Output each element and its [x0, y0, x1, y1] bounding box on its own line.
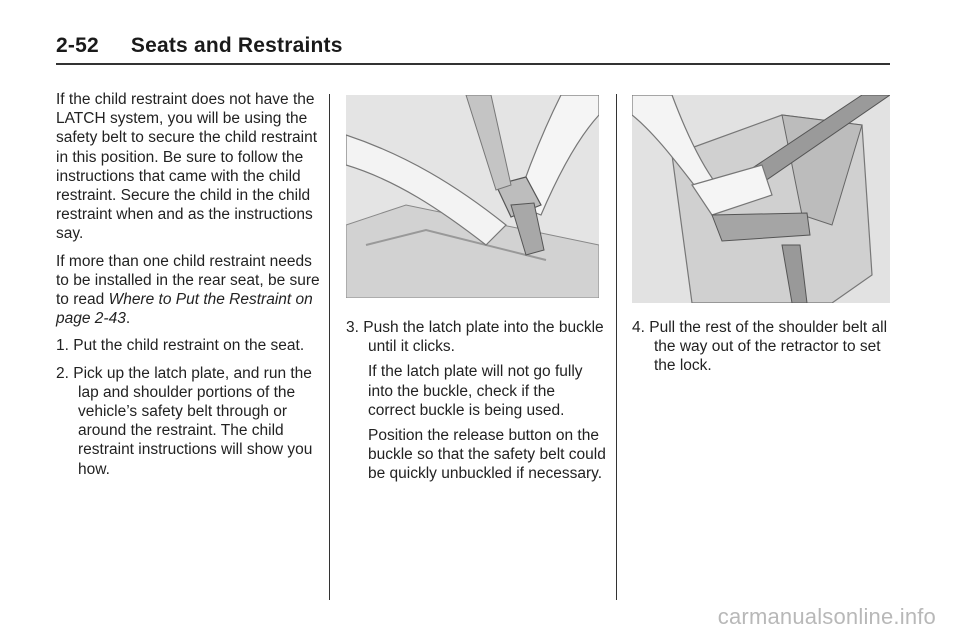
multiple-restraint-paragraph: If more than one child restraint needs to be installed in the rear seat, be sure to read Where to Put the Restraint on page 2-43. — [56, 252, 320, 328]
header-rule — [56, 63, 890, 65]
step-4: 4. Pull the rest of the shoulder belt all the way out of the retractor to set the lock. — [632, 319, 888, 375]
page-number: 2-52 — [56, 34, 99, 57]
page-header — [56, 34, 343, 58]
watermark: carmanualsonline.info — [717, 604, 936, 629]
latch-plate-illustration — [346, 95, 599, 298]
column-left — [56, 90, 320, 487]
step-3: 3. Push the latch plate into the buckle until it clicks. If the latch plate will not go fully into the buckle, check if the correct buckle is being used. Position the release button on the buckle so that the safety belt could be quickly unbuckled if necessary. — [346, 319, 606, 483]
column-divider-2 — [616, 94, 617, 600]
step-3-note-1: If the latch plate will not go fully into the buckle, check if the correct buckle is being used. — [368, 363, 583, 419]
column-divider-1 — [329, 94, 330, 600]
step-2: 2. Pick up the latch plate, and run the lap and shoulder portions of the vehicle’s safety belt through or around the restraint. The child restraint instructions will show you how. — [56, 364, 313, 478]
retractor-illustration-svg — [632, 95, 890, 303]
intro-paragraph: If the child restraint does not have the LATCH system, you will be using the safety belt to secure the child restraint in this position. Be sure to follow the instructions that came with the child restraint. Secure the child in the child restraint when and as the instructions say. — [56, 91, 318, 243]
section-title: Seats and Restraints — [130, 34, 343, 57]
column-middle — [346, 318, 606, 492]
column-right — [632, 318, 892, 384]
step-3-note-2: Position the release button on the buckle so that the safety belt could be quickly unbuckled if necessary. — [368, 427, 606, 483]
step-1: 1. Put the child restraint on the seat. — [56, 337, 305, 355]
cross-reference-link[interactable]: Where to Put the Restraint on page 2-43 — [56, 291, 313, 328]
shoulder-belt-illustration — [632, 95, 890, 303]
buckle-illustration-svg — [346, 95, 599, 298]
